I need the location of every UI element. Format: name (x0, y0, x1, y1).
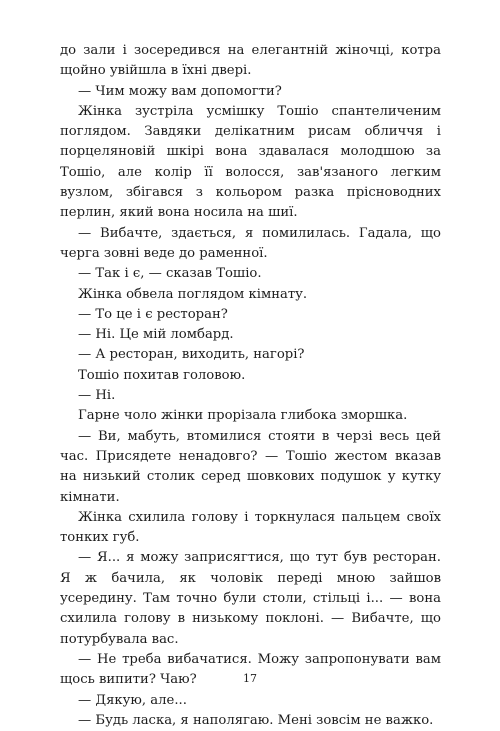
paragraph: — А ресторан, виходить, нагорі? (78, 347, 305, 363)
paragraph: — Ні. Це мій ломбард. (78, 327, 234, 343)
page-number: 17 (243, 672, 257, 685)
paragraph: — Ні. (78, 388, 116, 404)
paragraph: до зали і зосередився на елегантній жіночці, котра щойно увійшла в їхні двері. (60, 43, 441, 79)
paragraph: Тошіо похитав головою. (78, 367, 246, 383)
paragraph: — Вибачте, здається, я помилилась. Гадала, що черга зовні веде до раменної. (60, 225, 441, 261)
paragraph: — Так і є, — сказав Тошіо. (78, 266, 262, 282)
paragraph: — Чим можу вам допомогти? (78, 83, 282, 99)
paragraph: — Не треба вибачатися. Можу запропонувати вам щось випити? Чаю? (60, 651, 441, 688)
paragraph: Жінка обвела поглядом кімнату. (78, 286, 308, 302)
paragraph: — Дякую, але... (78, 692, 187, 708)
paragraph: — Я... я можу заприсягтися, що тут був ресторан. Я ж бачила, як чоловік переді мною зайшов усередину. Там точно були столи, стільці і... — вона схилила голову в низькому поклоні. — Вибачте, що потурбувала вас. (60, 550, 441, 647)
paragraph: — То це і є ресторан? (78, 306, 228, 322)
paragraph: Жінка схилила голову і торкнулася пальцем своїх тонких губ. (60, 509, 441, 546)
paragraph: Жінка зустріла усмішку Тошіо спантеличеним поглядом. Завдяки делікатним рисам обличчя і порцеляновій шкірі вона здавалася молодшою за Тошіо, але колір її волосся, зав'язаного легким вузлом, збігався з кольором разка прісноводних перлин, який вона носила на шиї. (60, 103, 441, 221)
paragraph: — Ви, мабуть, втомилися стояти в черзі весь цей час. Присядете ненадовго? — Тошіо жестом вказав на низький столик серед шовкових подушок у кутку кімнати. (60, 428, 441, 505)
body-text (60, 41, 441, 731)
paragraph: Гарне чоло жінки прорізала глибока зморшка. (78, 408, 408, 424)
paragraph: — Будь ласка, я наполягаю. Мені зовсім не важко. (78, 712, 434, 728)
